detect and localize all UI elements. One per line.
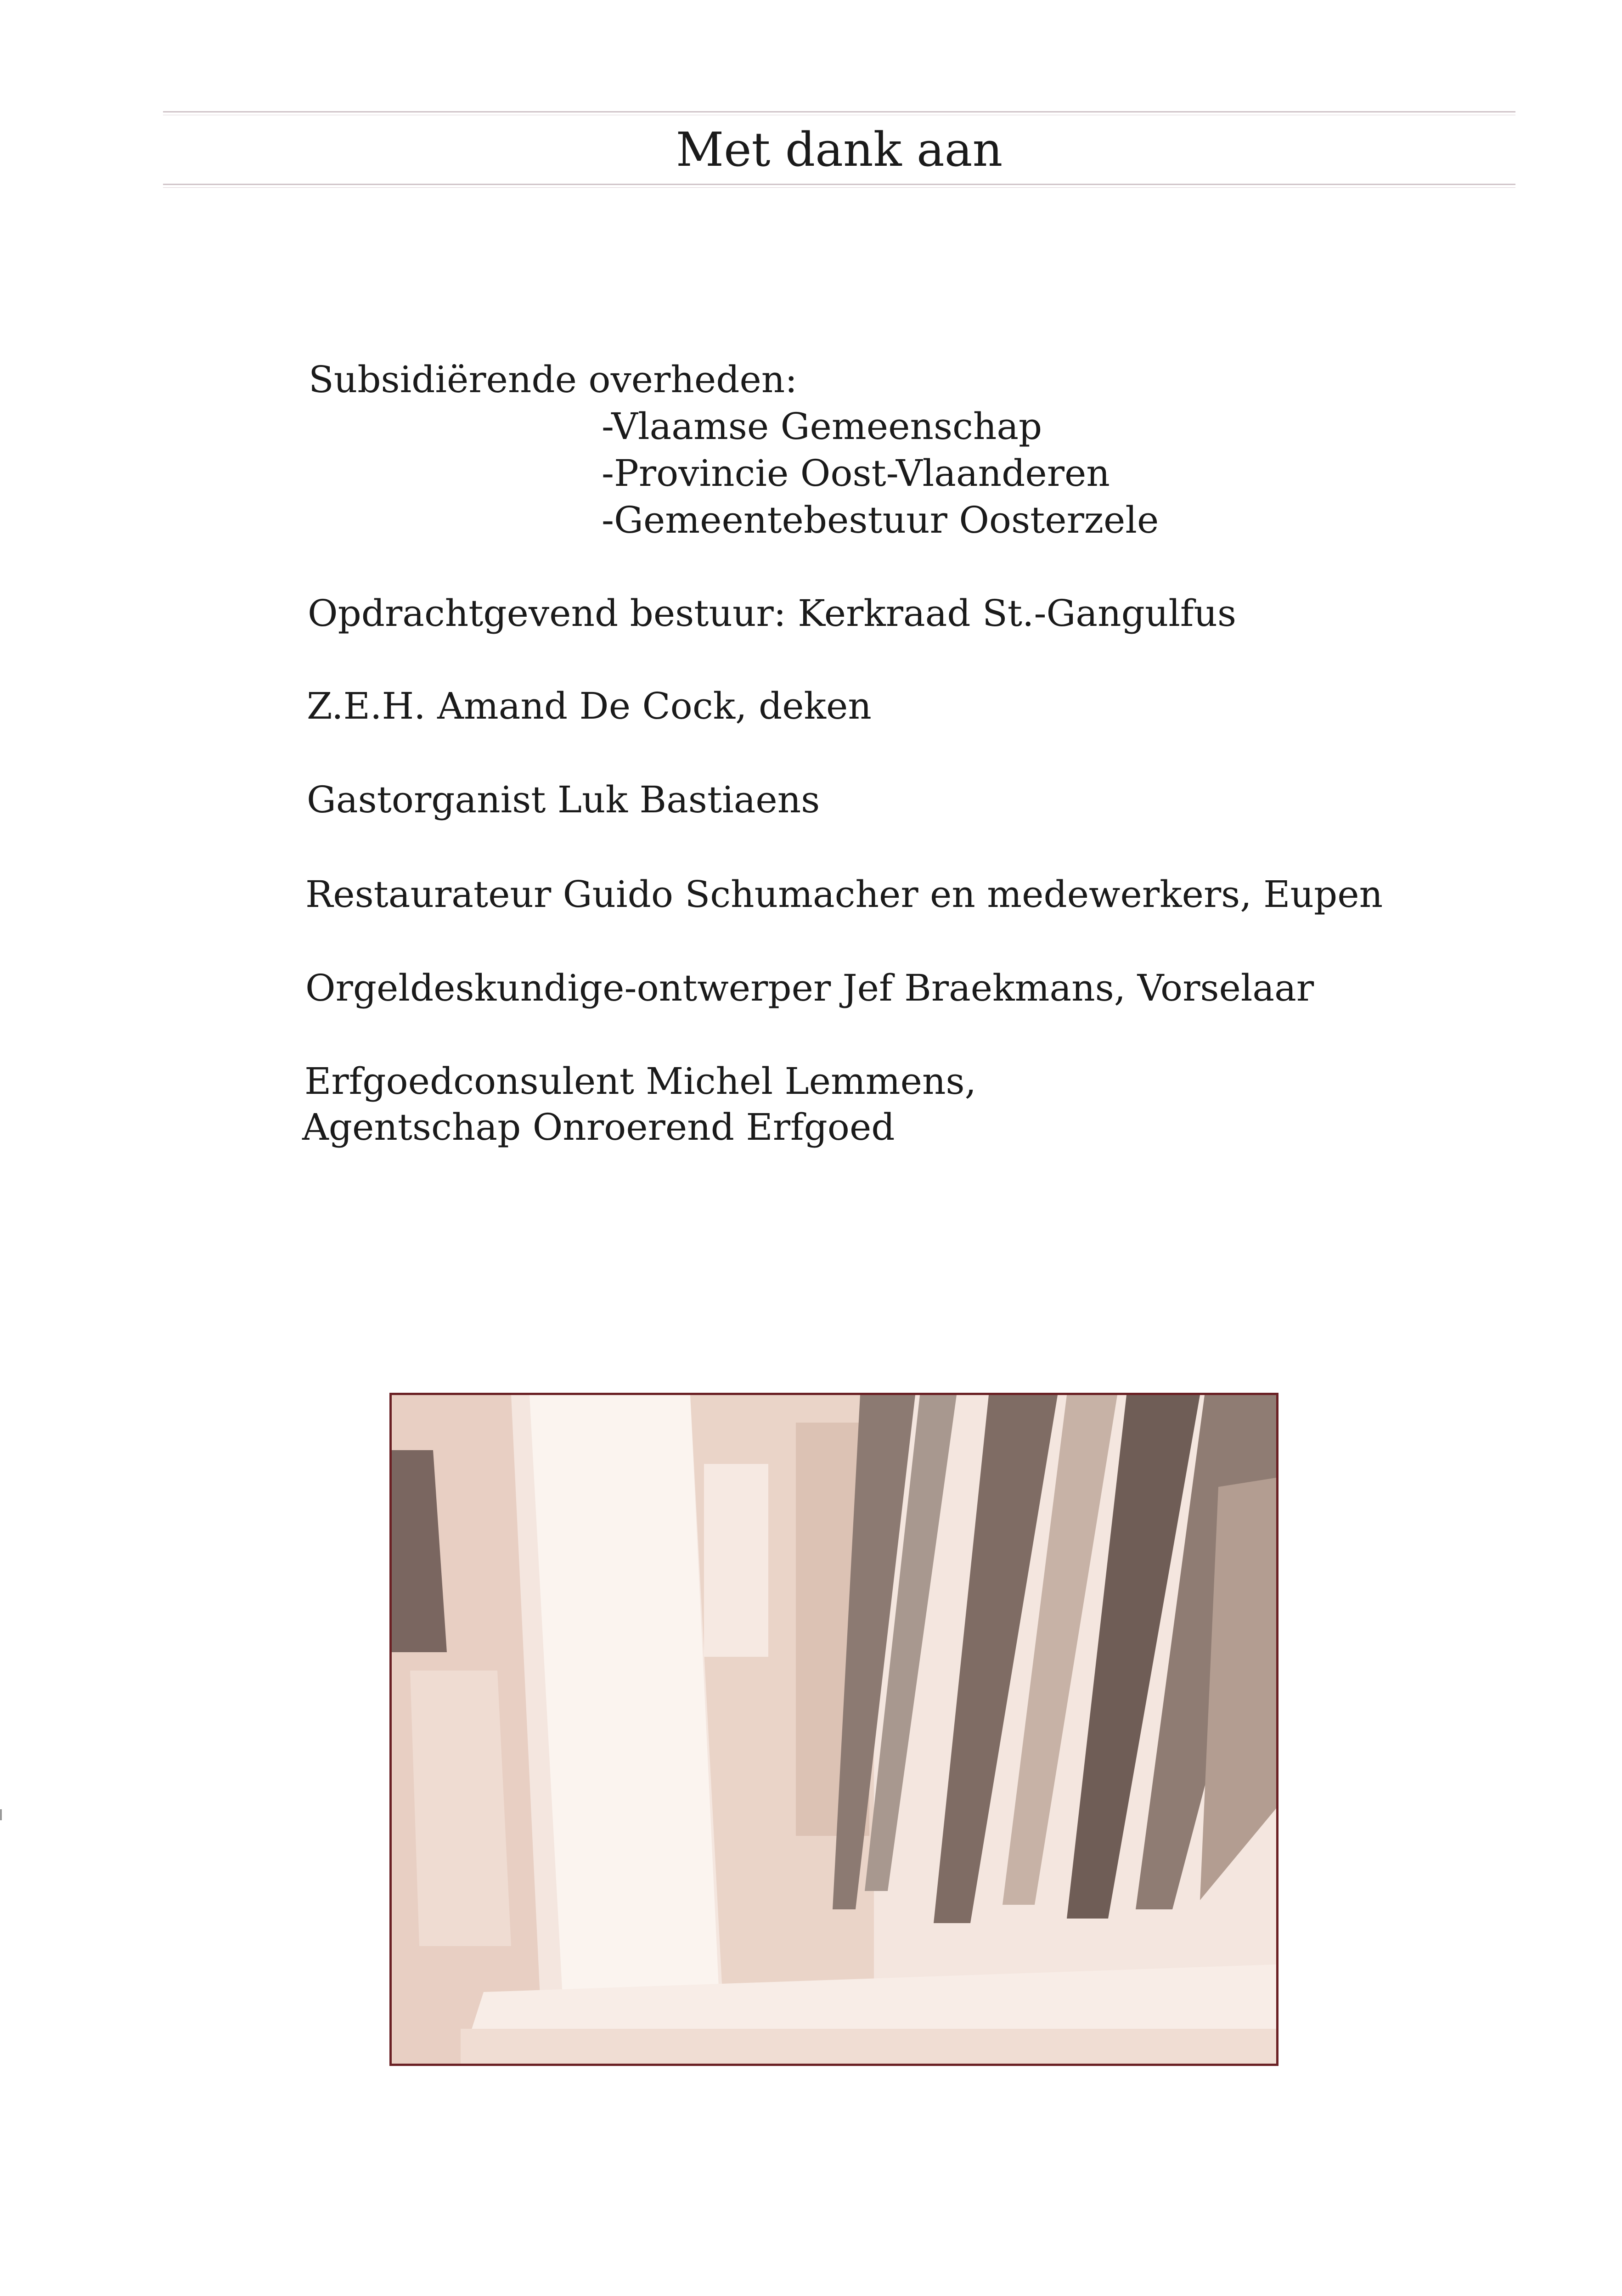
credit-commissioning-board: Opdrachtgevend bestuur: Kerkraad St.-Gangulfus [308,592,1237,635]
subsidy-item: -Provincie Oost-Vlaanderen [602,452,1110,495]
header-rule-bottom-thin [163,187,1515,188]
subsidy-item: -Vlaamse Gemeenschap [602,405,1042,448]
organ-interior-photo [389,1393,1278,2066]
header-rule-top [163,111,1515,113]
subsidies-label: Subsidiërende overheden: [309,358,798,401]
organ-interior-photo-icon [392,1395,1276,2064]
credit-guest-organist: Gastorganist Luk Bastiaens [307,778,820,821]
subsidy-item: -Gemeentebestuur Oosterzele [602,499,1159,541]
credit-restorer: Restaurateur Guido Schumacher en medewerkers, Eupen [305,873,1383,916]
page-title: Met dank aan [676,123,1003,177]
credit-heritage-consultant: Erfgoedconsulent Michel Lemmens, [304,1060,977,1103]
header-rule-bottom [163,184,1515,185]
scan-edge-mark [0,1809,2,1820]
credit-heritage-agency: Agentschap Onroerend Erfgoed [302,1106,895,1148]
credit-dean: Z.E.H. Amand De Cock, deken [307,685,872,727]
credit-organ-expert: Orgeldeskundige-ontwerper Jef Braekmans, Vorselaar [305,967,1314,1009]
